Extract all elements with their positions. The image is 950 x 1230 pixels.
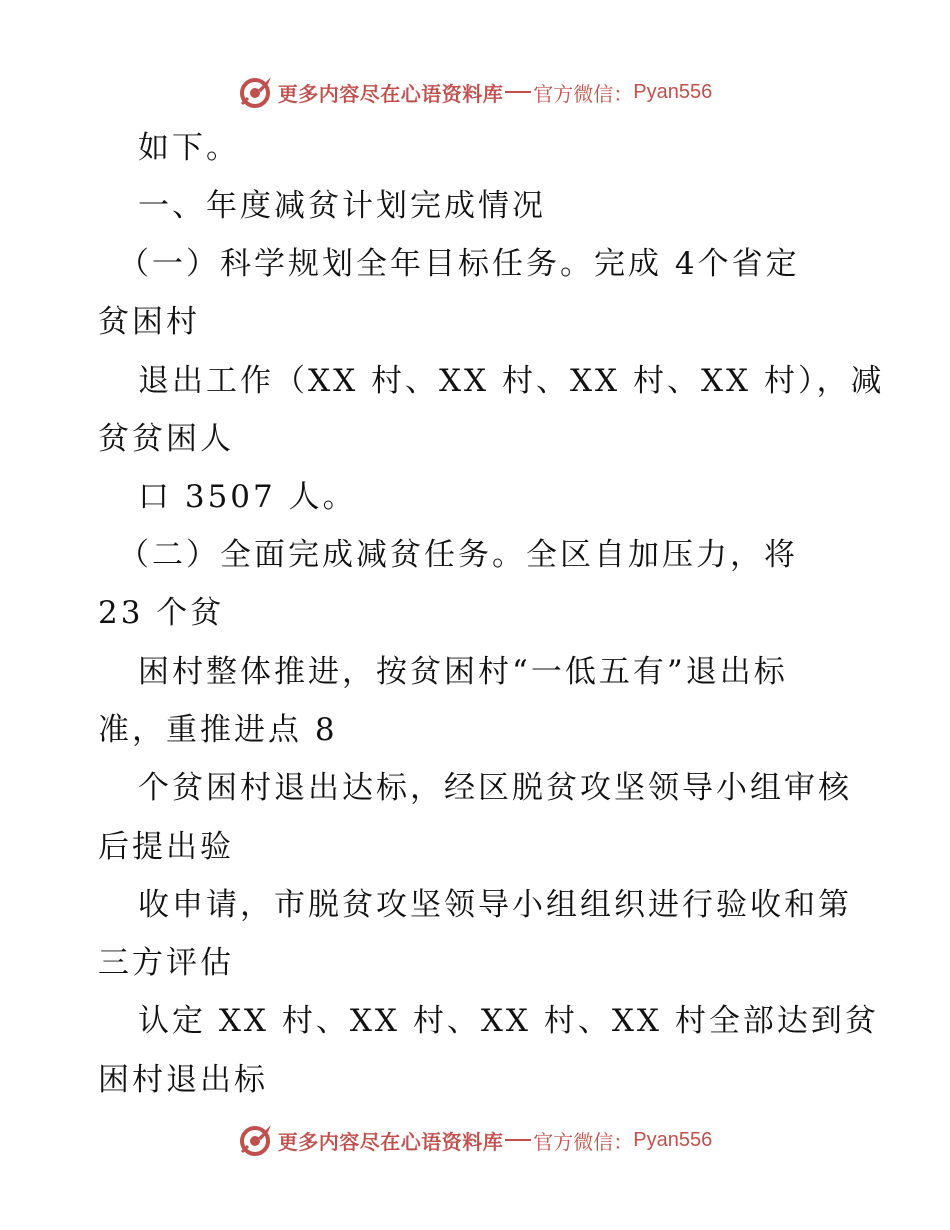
text-line: 个贫困村退出达标，经区脱贫攻坚领导小组审核	[138, 770, 852, 806]
banner-brand-text: 更多内容尽在心语资料库	[277, 81, 504, 106]
quill-logo-icon	[238, 74, 274, 110]
text-line: 困村退出标	[98, 1062, 268, 1098]
header-banner	[0, 72, 950, 112]
section-heading: 一、年度减贫计划完成情况	[138, 188, 546, 224]
text-line: 贫困村	[98, 304, 200, 340]
banner-wechat-id: Pyan556	[633, 1128, 713, 1151]
banner-brand-text: 更多内容尽在心语资料库	[277, 1129, 504, 1154]
banner-dash	[505, 91, 531, 93]
banner-wechat-label: 官方微信：	[533, 81, 634, 106]
text-line: 收申请，市脱贫攻坚领导小组组织进行验收和第	[138, 887, 852, 923]
text-line: 困村整体推进，按贫困村“一低五有”退出标	[138, 654, 788, 690]
text-line: 退出工作（XX 村、XX 村、XX 村、XX 村），减	[138, 363, 885, 399]
quill-logo-icon	[238, 1122, 274, 1158]
text-line: （二）全面完成减贫任务。全区自加压力，将	[118, 537, 798, 573]
text-line: 贫贫困人	[98, 421, 234, 457]
text-line: 准，重推进点 8	[98, 712, 338, 748]
text-line: 认定 XX 村、XX 村、XX 村、XX 村全部达到贫	[138, 1003, 879, 1039]
banner-dash	[505, 1139, 531, 1141]
text-line: 三方评估	[98, 945, 234, 981]
footer-banner	[0, 1120, 950, 1160]
text-line: 如下。	[138, 130, 240, 166]
text-line: 23 个贫	[98, 595, 225, 631]
banner-wechat-label: 官方微信：	[533, 1129, 634, 1154]
banner-wechat-id: Pyan556	[633, 80, 713, 103]
text-line: （一）科学规划全年目标任务。完成 4个省定	[118, 246, 800, 282]
text-line: 口 3507 人。	[138, 479, 357, 515]
text-line: 后提出验	[98, 829, 234, 865]
